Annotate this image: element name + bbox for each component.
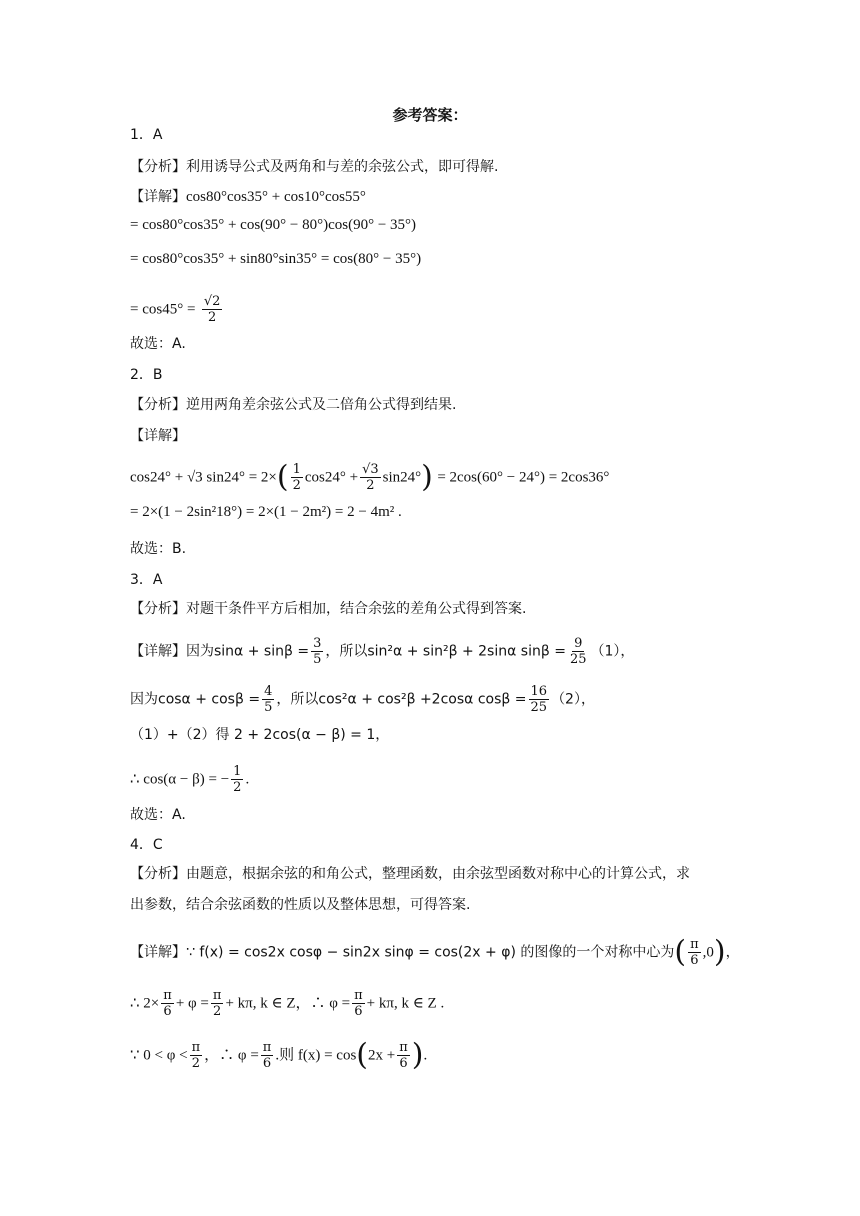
q2-fraction-1 — [291, 462, 303, 493]
fraction-numerator: π — [163, 988, 172, 1003]
q1-step4-lhs: = cos45° = — [130, 301, 196, 318]
q3-fraction-9-25 — [568, 636, 589, 667]
fraction-numerator: 16 — [530, 684, 548, 699]
fraction-denominator: 6 — [262, 1056, 272, 1071]
q3-answer: 3．A — [130, 572, 163, 588]
fraction-numerator: 9 — [574, 636, 583, 651]
q4-fraction-3 — [352, 988, 365, 1019]
fraction-denominator: 25 — [569, 652, 587, 667]
q3-line4 — [130, 764, 249, 795]
q4-line3-a: ∵ 0 < φ < — [130, 1047, 188, 1064]
q4-fraction-pi-6 — [688, 937, 701, 968]
q3-line4-a: ∴ cos(α − β) = − — [130, 771, 230, 788]
q4-line2-d: + kπ, k ∈ Z . — [366, 995, 445, 1012]
q4-fraction-2 — [211, 988, 224, 1019]
fraction-denominator: 6 — [399, 1056, 408, 1071]
q1-analysis: 【分析】利用诱导公式及两角和与差的余弦公式，即可得解. — [130, 159, 499, 175]
q2-choice: 故选：B. — [130, 541, 187, 557]
q3-line2-b: ，所以cos²α + cos²β +2cosα cosβ = — [276, 691, 527, 708]
q1-step3: = cos80°cos35° + sin80°sin35° = cos(80° − 35°) — [130, 251, 422, 267]
q3-line4-b: . — [245, 771, 250, 788]
q3-line2-a: 因为cosα + cosβ = — [130, 691, 261, 708]
fraction-numerator: 4 — [264, 684, 273, 699]
fraction-numerator: π — [399, 1040, 408, 1055]
fraction-numerator: π — [212, 988, 222, 1003]
q2-step1-c: sin24° — [382, 469, 422, 486]
q4-line2 — [130, 988, 444, 1019]
q4-fraction-5 — [261, 1040, 274, 1071]
q4-fraction-1 — [161, 988, 174, 1019]
q2-step2: = 2×(1 − 2sin²18°) = 2×(1 − 2m²) = 2 − 4m² . — [130, 504, 402, 520]
fraction-denominator: 2 — [366, 478, 375, 493]
q4-line2-a: ∴ 2× — [130, 995, 160, 1012]
fraction-numerator: π — [191, 1040, 201, 1055]
fraction-numerator: √3 — [362, 462, 379, 477]
q3-fraction-3-5 — [311, 636, 323, 667]
q2-detail-label: 【详解】 — [130, 428, 186, 444]
fraction-denominator: 2 — [213, 1004, 222, 1019]
left-paren: ( — [674, 934, 687, 970]
q4-line1-a: 【详解】∵ f(x) = cos2x cosφ − sin2x sinφ = cos(2x + φ) 的图像的一个对称中心为 — [130, 944, 675, 961]
fraction-numerator: 3 — [313, 636, 322, 651]
q2-fraction-2 — [360, 462, 381, 493]
right-paren: ) — [713, 934, 726, 970]
q4-line3-b: ，∴ φ = — [204, 1047, 259, 1064]
fraction-denominator: 25 — [530, 700, 548, 715]
fraction-denominator: 2 — [233, 780, 242, 795]
q2-answer: 2．B — [130, 367, 163, 383]
q4-answer: 4．C — [130, 837, 163, 853]
q1-detail-label: 【详解】 — [130, 189, 186, 205]
q4-fraction-4 — [190, 1040, 203, 1071]
q4-analysis-1: 【分析】由题意，根据余弦的和角公式，整理函数，由余弦型函数对称中心的计算公式，求 — [130, 866, 690, 882]
page-title: 参考答案： — [392, 106, 468, 124]
right-paren: ) — [421, 459, 433, 495]
q3-fraction-16-25 — [529, 684, 550, 715]
q1-answer: 1．A — [130, 127, 163, 143]
q4-line2-c: + kπ, k ∈ Z，∴ φ = — [225, 995, 351, 1012]
q3-line2 — [130, 684, 595, 715]
q2-step1-d: = 2cos(60° − 24°) = 2cos36° — [437, 469, 610, 486]
q3-fraction-1-2 — [231, 764, 243, 795]
q3-analysis: 【分析】对题干条件平方后相加，结合余弦的差角公式得到答案. — [130, 601, 527, 617]
fraction-denominator: 5 — [264, 700, 273, 715]
fraction-denominator: 6 — [163, 1004, 172, 1019]
fraction-numerator: 1 — [233, 764, 242, 779]
q3-line3: （1）+（2）得 2 + 2cos(α − β) = 1， — [130, 727, 390, 743]
q1-choice: 故选：A. — [130, 336, 186, 352]
q4-line2-b: + φ = — [175, 995, 209, 1012]
q4-line1 — [130, 934, 740, 970]
fraction-denominator: 6 — [690, 953, 699, 968]
q3-line1-a: 【详解】因为sinα + sinβ = — [130, 643, 310, 660]
q3-line1-c: （1）， — [590, 643, 635, 660]
fraction-numerator: π — [262, 1040, 272, 1055]
q4-analysis-2: 出参数，结合余弦函数的性质以及整体思想，可得答案. — [130, 897, 471, 913]
q1-step1: cos80°cos35° + cos10°cos55° — [186, 189, 366, 205]
q2-step1-b: cos24° + — [304, 469, 359, 486]
q1-step4-fraction — [202, 294, 223, 325]
fraction-numerator: π — [690, 937, 699, 952]
left-paren: ( — [356, 1037, 369, 1073]
q1-step4 — [130, 294, 224, 325]
fraction-numerator: 1 — [292, 462, 301, 477]
q4-line3 — [130, 1037, 428, 1073]
q4-line1-c: ， — [725, 944, 740, 961]
q2-analysis: 【分析】逆用两角差余弦公式及二倍角公式得到结果. — [130, 397, 457, 413]
q4-fraction-6 — [397, 1040, 410, 1071]
q3-line1-b: ，所以sin²α + sin²β + 2sinα sinβ = — [325, 643, 566, 660]
q2-step1-a: cos24° + √3 sin24° = 2× — [130, 469, 277, 486]
q3-choice: 故选：A. — [130, 807, 186, 823]
q2-step1 — [130, 459, 610, 495]
fraction-denominator: 5 — [313, 652, 322, 667]
q3-line2-c: （2）， — [551, 691, 595, 708]
fraction-denominator: 2 — [292, 478, 301, 493]
left-paren: ( — [276, 459, 289, 495]
q3-fraction-4-5 — [262, 684, 274, 715]
fraction-denominator: 2 — [208, 310, 217, 325]
q4-line3-e: . — [423, 1047, 428, 1064]
fraction-numerator: π — [354, 988, 363, 1003]
fraction-denominator: 2 — [191, 1056, 201, 1071]
q1-step2: = cos80°cos35° + cos(90° − 80°)cos(90° − 35°) — [130, 217, 417, 233]
fraction-numerator: √2 — [203, 294, 221, 309]
q3-line1 — [130, 636, 634, 667]
q4-line1-b: ,0 — [702, 944, 714, 961]
q4-line3-d: 2x + — [368, 1047, 396, 1064]
q4-line3-c: .则 f(x) = cos — [275, 1047, 357, 1064]
q1-detail-step1 — [130, 187, 366, 207]
fraction-denominator: 6 — [354, 1004, 363, 1019]
right-paren: ) — [411, 1037, 424, 1073]
